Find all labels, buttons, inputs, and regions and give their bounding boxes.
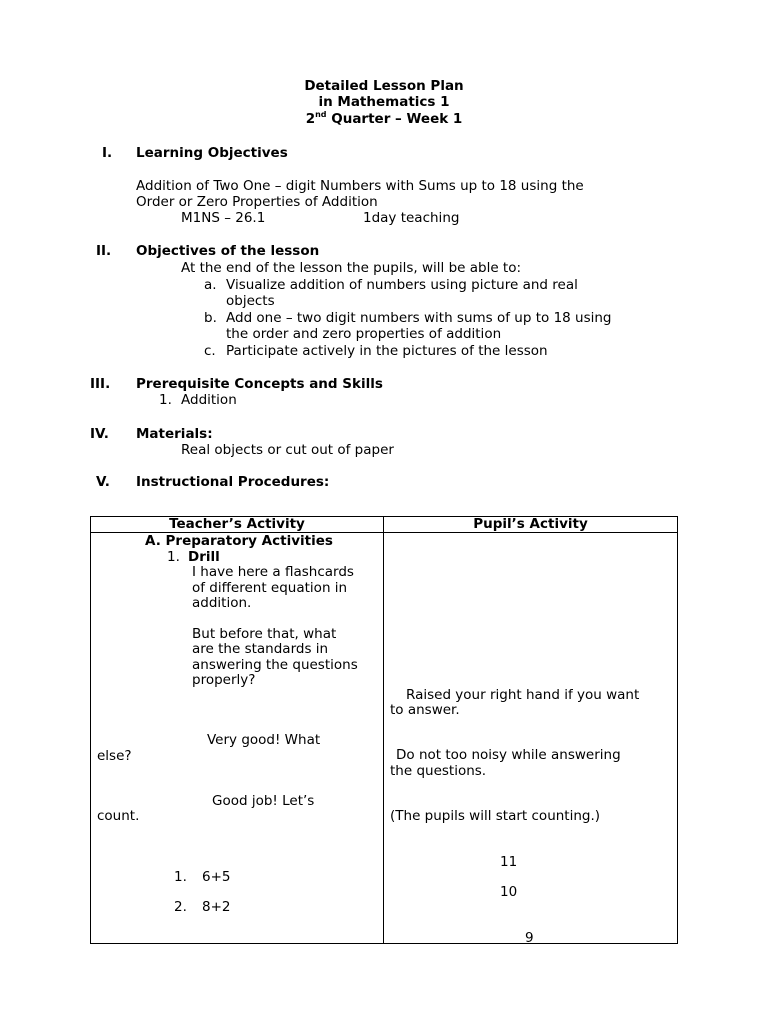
equation-marker-2: 2.: [174, 899, 187, 915]
objectives-intro: At the end of the lesson the pupils, will be able to:: [181, 260, 522, 276]
prerequisite-marker: 1.: [159, 392, 172, 408]
objective-marker-b: b.: [204, 310, 217, 326]
table-row: [91, 533, 678, 944]
pupil-answer-line-2: to answer.: [390, 702, 460, 718]
equation-1: 6+5: [202, 869, 231, 885]
objective-b-line-2: the order and zero properties of addition: [226, 326, 502, 342]
objective-c-line-1: Participate actively in the pictures of the lesson: [226, 343, 548, 359]
drill-text-line-3: addition.: [192, 595, 252, 611]
pupil-activity-cell: [384, 533, 678, 944]
title-line-2: in Mathematics 1: [318, 94, 450, 110]
table-header-row: [91, 517, 678, 533]
title-line-1: Detailed Lesson Plan: [304, 78, 464, 94]
section-title-objectives-of-lesson: Objectives of the lesson: [136, 243, 320, 259]
equation-2: 8+2: [202, 899, 231, 915]
very-good-line-2: else?: [97, 748, 132, 764]
section-numeral-4: IV.: [90, 426, 109, 442]
objective-a-line-2: objects: [226, 293, 275, 309]
drill-marker: 1.: [167, 549, 180, 565]
pupil-answer-9: 9: [525, 930, 534, 946]
good-job-line-2: count.: [97, 808, 140, 824]
section-numeral-3: III.: [90, 376, 111, 392]
section-numeral-1: I.: [102, 145, 113, 161]
quarter-number: 2: [305, 111, 316, 127]
equation-marker-1: 1.: [174, 869, 187, 885]
pupil-answer-11: 11: [500, 854, 518, 870]
header-pupil-activity: Pupil’s Activity: [384, 517, 678, 533]
pupil-noisy-line-1: Do not too noisy while answering: [396, 747, 621, 763]
prerequisite-text: Addition: [181, 392, 237, 408]
pupil-noisy-line-2: the questions.: [390, 763, 487, 779]
section-title-procedures: Instructional Procedures:: [136, 474, 330, 490]
section-numeral-5: V.: [96, 474, 110, 490]
section-numeral-2: II.: [96, 243, 112, 259]
objective-a-line-1: Visualize addition of numbers using picture and real: [226, 277, 578, 293]
learning-objective-line-1: Addition of Two One – digit Numbers with Sums up to 18 using the: [136, 178, 584, 194]
drill-title: Drill: [188, 549, 220, 565]
title-line-3: [0, 111, 768, 127]
teaching-duration: 1day teaching: [363, 210, 460, 226]
materials-text: Real objects or cut out of paper: [181, 442, 394, 458]
learning-objective-line-2: Order or Zero Properties of Addition: [136, 194, 378, 210]
competency-code: M1NS – 26.1: [181, 210, 266, 226]
quarter-week: Quarter – Week 1: [326, 111, 463, 127]
section-title-materials: Materials:: [136, 426, 213, 442]
activity-table: [90, 516, 678, 944]
standards-text-line-1: But before that, what: [192, 626, 337, 642]
drill-text-line-2: of different equation in: [192, 580, 348, 596]
teacher-activity-cell: [91, 533, 384, 944]
section-title-prerequisite: Prerequisite Concepts and Skills: [136, 376, 383, 392]
very-good-line-1: Very good! What: [207, 732, 321, 748]
standards-text-line-3: answering the questions: [192, 657, 358, 673]
pupil-counting: (The pupils will start counting.): [390, 808, 601, 824]
header-teacher-activity: Teacher’s Activity: [91, 517, 384, 533]
preparatory-activities-heading: A. Preparatory Activities: [145, 533, 333, 549]
section-title-learning-objectives: Learning Objectives: [136, 145, 288, 161]
objective-marker-a: a.: [204, 277, 217, 293]
objective-marker-c: c.: [204, 343, 216, 359]
pupil-answer-10: 10: [500, 884, 518, 900]
good-job-line-1: Good job! Let’s: [212, 793, 315, 809]
objective-b-line-1: Add one – two digit numbers with sums of up to 18 using: [226, 310, 612, 326]
drill-text-line-1: I have here a flashcards: [192, 564, 354, 580]
standards-text-line-4: properly?: [192, 672, 256, 688]
standards-text-line-2: are the standards in: [192, 641, 329, 657]
quarter-suffix: nd: [315, 110, 327, 119]
pupil-answer-line-1: Raised your right hand if you want: [406, 687, 640, 703]
